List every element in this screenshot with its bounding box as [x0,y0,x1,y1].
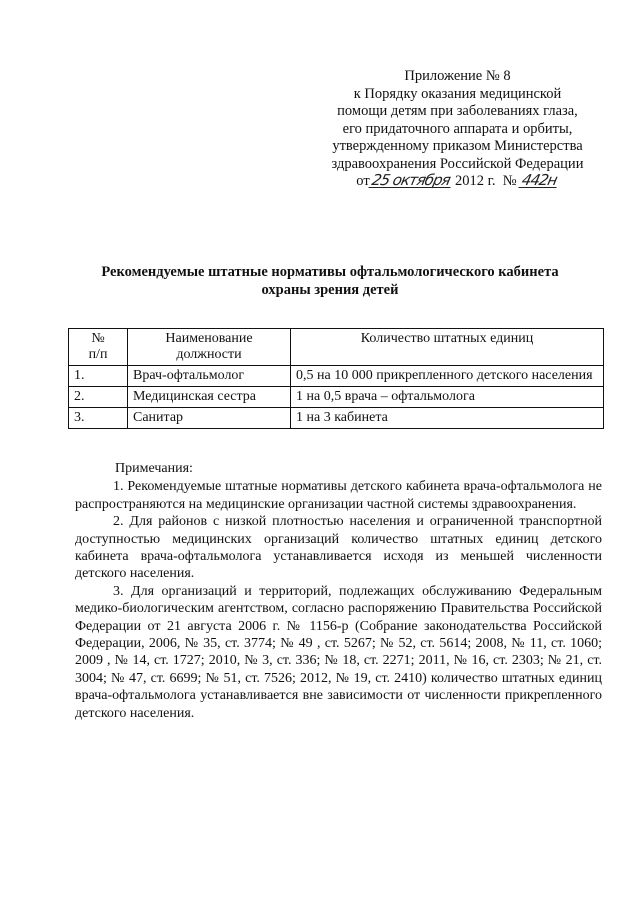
header-line-5: утвержденному приказом Министерства [332,138,583,154]
notes-section [75,460,602,722]
row-position: Медицинская сестра [128,387,291,408]
table-row [69,408,604,429]
header-num: № п/п [69,329,128,366]
handwritten-number: 442н [520,171,559,189]
header-line-1: Приложение № 8 [404,68,511,84]
row-position: Врач-офтальмолог [128,366,291,387]
table-header-row [69,329,604,366]
header-quantity: Количество штатных единиц [291,329,604,366]
header-line-6: здравоохранения Российской Федерации [331,155,584,172]
number-prefix: № [502,173,517,189]
note-item-2: 2. Для районов с низкой плотностью населения и ограниченной транспортной доступностью медицинских организаций количество штатных единиц детского кабинета врача-офтальмолога устанавливается исходя из меньшей численности детского населения. [75,514,602,582]
header-line-2: к Порядку оказания медицинской [353,85,562,102]
staffing-table [68,328,604,429]
handwritten-date: 25 октября [369,171,452,189]
order-date-line [300,173,615,191]
title-line-1: Рекомендуемые штатные нормативы офтальмологического кабинета [101,264,559,280]
table-row [69,387,604,408]
header-position: Наименование должности [128,329,291,366]
row-position: Санитар [128,408,291,429]
appendix-header [300,68,615,191]
row-num: 3. [69,408,128,429]
row-quantity: 1 на 0,5 врача – офтальмолога [291,387,604,408]
row-num: 2. [69,387,128,408]
notes-heading: Примечания: [115,461,193,476]
date-year: 2012 г. [454,173,496,189]
table-row [69,366,604,387]
row-quantity: 1 на 3 кабинета [291,408,604,429]
note-item-1: 1. Рекомендуемые штатные нормативы детского кабинета врача-офтальмолога не распространяются на медицинские организации частной системы здравоохранения. [75,479,602,512]
note-item-3: 3. Для организаций и территорий, подлежащих обслуживанию Федеральным медико-биологическим агентством, согласно распоряжению Правительства Российской Федерации от 21 августа 2006 г. № 1156-р (Собрание законодательства Российской Федерации, 2006, № 35, ст. 3774; № 49 , ст. 5267; № 52, ст. 5614; 2008, № 11, ст. 1060; 2009 , № 14, ст. 1727; 2010, № 3, ст. 336; № 18, ст. 2271; 2011, № 16, ст. 2303; № 21, ст. 3004; № 47, ст. 6699; № 51, ст. 7526; 2012, № 19, ст. 2410) количество штатных единиц врача-офтальмолога устанавливается вне зависимости от численности прикрепленного детского населения. [75,583,602,721]
document-title [40,263,620,299]
date-prefix: от [356,173,370,189]
header-line-4: его придаточного аппарата и орбиты, [342,120,573,137]
row-quantity: 0,5 на 10 000 прикрепленного детского населения [291,366,604,387]
header-line-3: помощи детям при заболеваниях глаза, [337,103,578,119]
title-line-2: охраны зрения детей [261,282,399,298]
row-num: 1. [69,366,128,387]
